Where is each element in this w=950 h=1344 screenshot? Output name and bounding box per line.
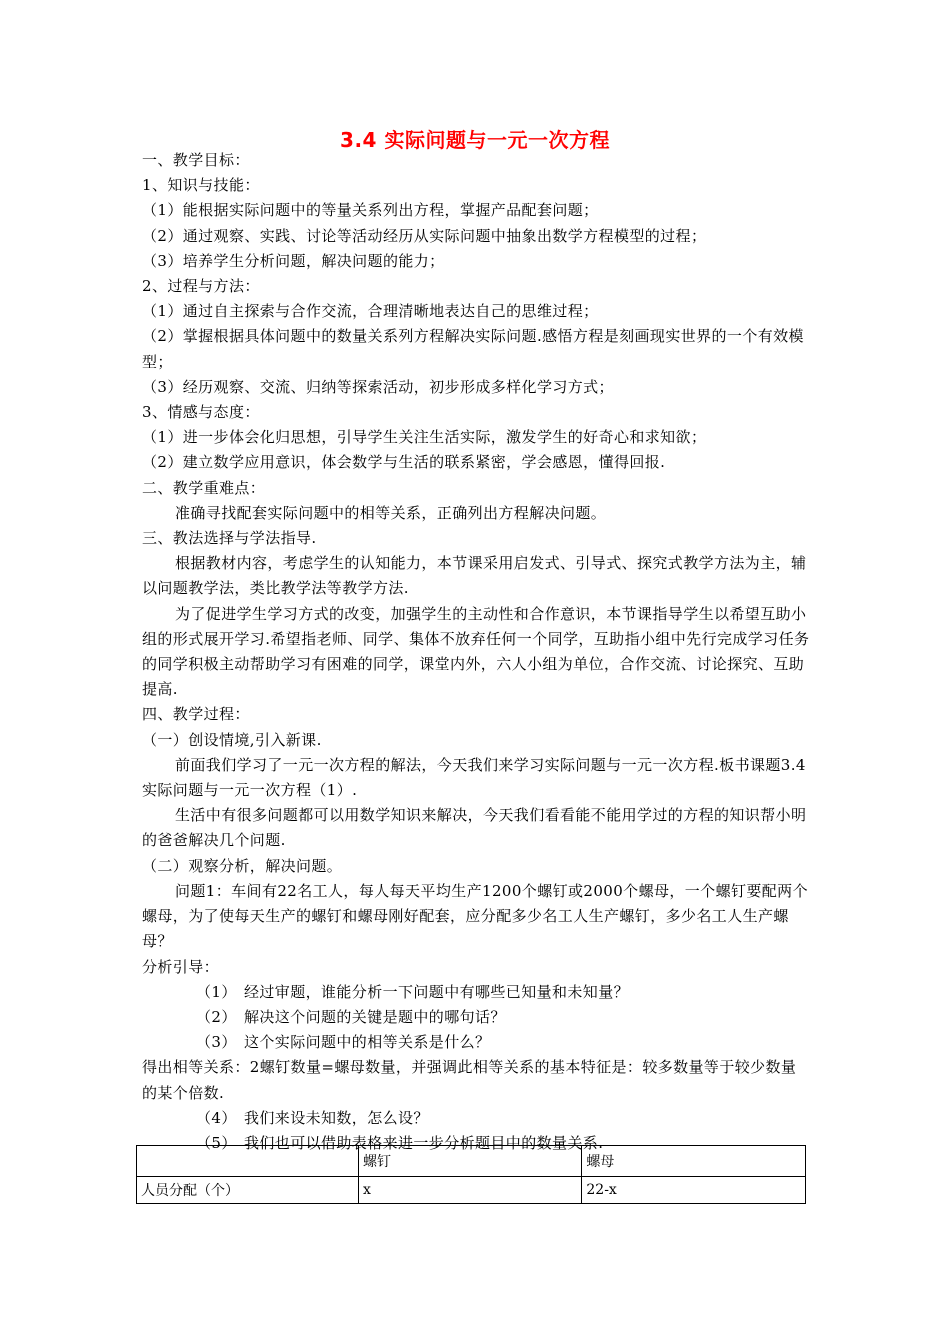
question-text: 这个实际问题中的相等关系是什么？ xyxy=(244,1033,491,1052)
table-row xyxy=(137,1177,806,1204)
page-title: 3.4 实际问题与一元一次方程 xyxy=(340,128,610,152)
guiding-question xyxy=(142,980,810,1005)
guiding-question xyxy=(142,1005,810,1030)
section-heading: 二、教学重难点： xyxy=(142,478,266,497)
paragraph: （3）经历观察、交流、归纳等探索活动，初步形成多样化学习方式； xyxy=(142,377,614,396)
paragraph: （2）掌握根据具体问题中的数量关系列方程解决实际问题.感悟方程是刻画现实世界的一个有效模型； xyxy=(142,327,804,371)
document-body xyxy=(142,148,810,1156)
table-header-cell: 螺钉 xyxy=(358,1146,581,1177)
paragraph: （2）建立数学应用意识，体会数学与生活的联系紧密，学会感恩，懂得回报. xyxy=(142,453,666,472)
subsection-heading: 2、过程与方法： xyxy=(142,277,260,296)
guiding-question xyxy=(142,1106,810,1131)
paragraph: （2）通过观察、实践、讨论等活动经历从实际问题中抽象出数学方程模型的过程； xyxy=(142,226,707,245)
table-cell: 人员分配（个） xyxy=(137,1177,359,1204)
paragraph: （1）进一步体会化归思想，引导学生关注生活实际，激发学生的好奇心和求知欲； xyxy=(142,428,707,447)
paragraph: 为了促进学生学习方式的改变，加强学生的主动性和合作意识，本节课指导学生以希望互助小组的形式展开学习.希望指老师、同学、集体不放弃任何一个同学，互助指小组中先行完成学习任务的同学积极主动帮助学习有困难的同学，课堂内外，六人小组为单位，合作交流、讨论探究、互助提高. xyxy=(142,604,810,699)
table-header-cell: 螺母 xyxy=(582,1146,806,1177)
problem-statement: 问题1：车间有22名工人，每人每天平均生产1200个螺钉或2000个螺母，一个螺钉要配两个螺母，为了使每天生产的螺钉和螺母刚好配套，应分配多少名工人生产螺钉，多少名工人生产螺母？ xyxy=(142,881,808,951)
paragraph: 得出相等关系：2螺钉数量=螺母数量，并强调此相等关系的基本特征是：较多数量等于较少数量的某个倍数. xyxy=(142,1058,797,1102)
guiding-question xyxy=(142,1030,810,1055)
question-number: （2） xyxy=(196,1007,237,1026)
subsection-heading: （二）观察分析，解决问题。 xyxy=(142,856,343,875)
question-number: （1） xyxy=(196,982,237,1001)
section-heading: 三、教法选择与学法指导. xyxy=(142,529,317,548)
question-number: （5） xyxy=(196,1133,237,1152)
paragraph: （3）培养学生分析问题，解决问题的能力； xyxy=(142,251,445,270)
subsection-heading: 1、知识与技能： xyxy=(142,176,260,195)
analysis-table xyxy=(136,1145,806,1204)
paragraph: （1）通过自主探索与合作交流，合理清晰地表达自己的思维过程； xyxy=(142,302,599,321)
table-cell: 22-x xyxy=(582,1177,806,1204)
question-number: （3） xyxy=(196,1033,237,1052)
section-heading: 一、教学目标： xyxy=(142,151,250,169)
subsection-heading: （一）创设情境,引入新课. xyxy=(142,730,322,749)
paragraph: 生活中有很多问题都可以用数学知识来解决，今天我们看看能不能用学过的方程的知识帮小明的爸爸解决几个问题. xyxy=(142,806,807,850)
section-heading: 四、教学过程： xyxy=(142,705,250,724)
question-text: 解决这个问题的关键是题中的哪句话？ xyxy=(244,1007,506,1026)
question-text: 经过审题，谁能分析一下问题中有哪些已知量和未知量？ xyxy=(244,982,630,1001)
paragraph: 根据教材内容，考虑学生的认知能力，本节课采用启发式、引导式、探究式教学方法为主，辅以问题教学法，类比教学法等教学方法. xyxy=(142,554,807,598)
table-cell xyxy=(137,1146,359,1177)
paragraph: 前面我们学习了一元一次方程的解法，今天我们来学习实际问题与一元一次方程.板书课题3.4实际问题与一元一次方程（1）. xyxy=(142,755,806,800)
question-text: 我们来设未知数，怎么设？ xyxy=(244,1108,429,1127)
question-text: 我们也可以借助表格来进一步分析题目中的数量关系. xyxy=(244,1133,604,1152)
paragraph: 准确寻找配套实际问题中的相等关系，正确列出方程解决问题。 xyxy=(175,503,607,522)
table-cell: x xyxy=(358,1177,581,1204)
analysis-heading: 分析引导： xyxy=(142,957,220,976)
subsection-heading: 3、情感与态度： xyxy=(142,403,260,422)
table-header-row xyxy=(137,1146,806,1177)
question-number: （4） xyxy=(196,1108,237,1127)
paragraph: （1）能根据实际问题中的等量关系列出方程，掌握产品配套问题； xyxy=(142,201,599,220)
